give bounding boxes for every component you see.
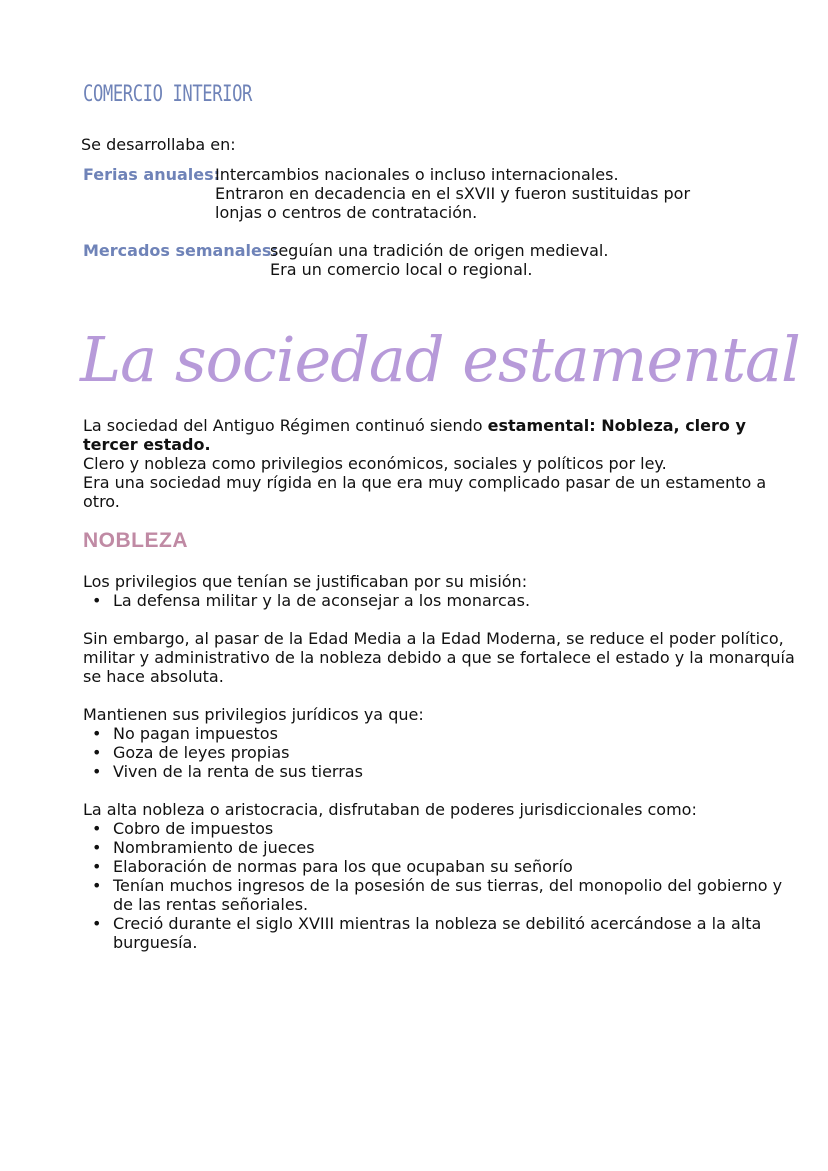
list-item: • Cobro de impuestos — [83, 819, 795, 838]
ferias-line-2: Entraron en decadencia en el sXVII y fueron sustituidas por — [215, 184, 691, 203]
nobleza-p1: Los privilegios que tenían se justificaban por su misión: — [83, 572, 528, 591]
nobleza-privilegios-list — [83, 724, 795, 781]
nobleza-body — [83, 572, 795, 952]
mercados-line-2: Era un comercio local o regional. — [270, 260, 533, 279]
list-item: • Creció durante el siglo XVIII mientras la nobleza se debilitó acercándose a la alta burguesía. — [83, 914, 795, 952]
list-item: • Goza de leyes propias — [83, 743, 795, 762]
ferias-line-3: lonjas o centros de contratación. — [215, 203, 478, 222]
ferias-line-1: Intercambios nacionales o incluso internacionales. — [215, 165, 619, 184]
nobleza-p3: Mantienen sus privilegios jurídicos ya que: — [83, 705, 424, 724]
comercio-intro: Se desarrollaba en: — [81, 135, 236, 154]
page-title-sociedad-estamental: La sociedad estamental — [80, 323, 800, 396]
nobleza-p2: Sin embargo, al pasar de la Edad Media a la Edad Moderna, se reduce el poder político, militar y administrativo de la nobleza debido a que se fortalece el estado y la monarquía se hace absoluta. — [83, 629, 795, 686]
list-item: • Nombramiento de jueces — [83, 838, 795, 857]
sociedad-p3: Era una sociedad muy rígida en la que era muy complicado pasar de un estamento a otro. — [83, 473, 767, 511]
list-item: • La defensa militar y la de aconsejar a los monarcas. — [83, 591, 795, 610]
sociedad-p1-estamentos: Nobleza, clero y tercer estado. — [83, 416, 746, 454]
term-mercados-semanales: Mercados semanales: — [83, 241, 278, 260]
section-heading-comercio-interior: COMERCIO INTERIOR — [83, 82, 253, 107]
sociedad-p2: Clero y nobleza como privilegios económicos, sociales y políticos por ley. — [83, 454, 667, 473]
term-ferias-anuales: Ferias anuales: — [83, 165, 221, 184]
sociedad-p1-estamental: estamental — [487, 416, 590, 435]
sociedad-paragraph — [83, 416, 795, 511]
section-heading-nobleza: NOBLEZA — [83, 529, 188, 552]
list-item: • No pagan impuestos — [83, 724, 795, 743]
list-item: • Elaboración de normas para los que ocupaban su señorío — [83, 857, 795, 876]
nobleza-p4: La alta nobleza o aristocracia, disfrutaban de poderes jurisdiccionales como: — [83, 800, 697, 819]
mercados-line-1: seguían una tradición de origen medieval. — [270, 241, 609, 260]
nobleza-poderes-list — [83, 819, 795, 952]
nobleza-mision-list — [83, 591, 795, 610]
list-item: • Tenían muchos ingresos de la posesión de sus tierras, del monopolio del gobierno y de las rentas señoriales. — [83, 876, 795, 914]
sociedad-p1-text: La sociedad del Antiguo Régimen continuó siendo — [83, 416, 488, 435]
sociedad-p1-colon: : — [589, 416, 602, 435]
list-item: • Viven de la renta de sus tierras — [83, 762, 795, 781]
